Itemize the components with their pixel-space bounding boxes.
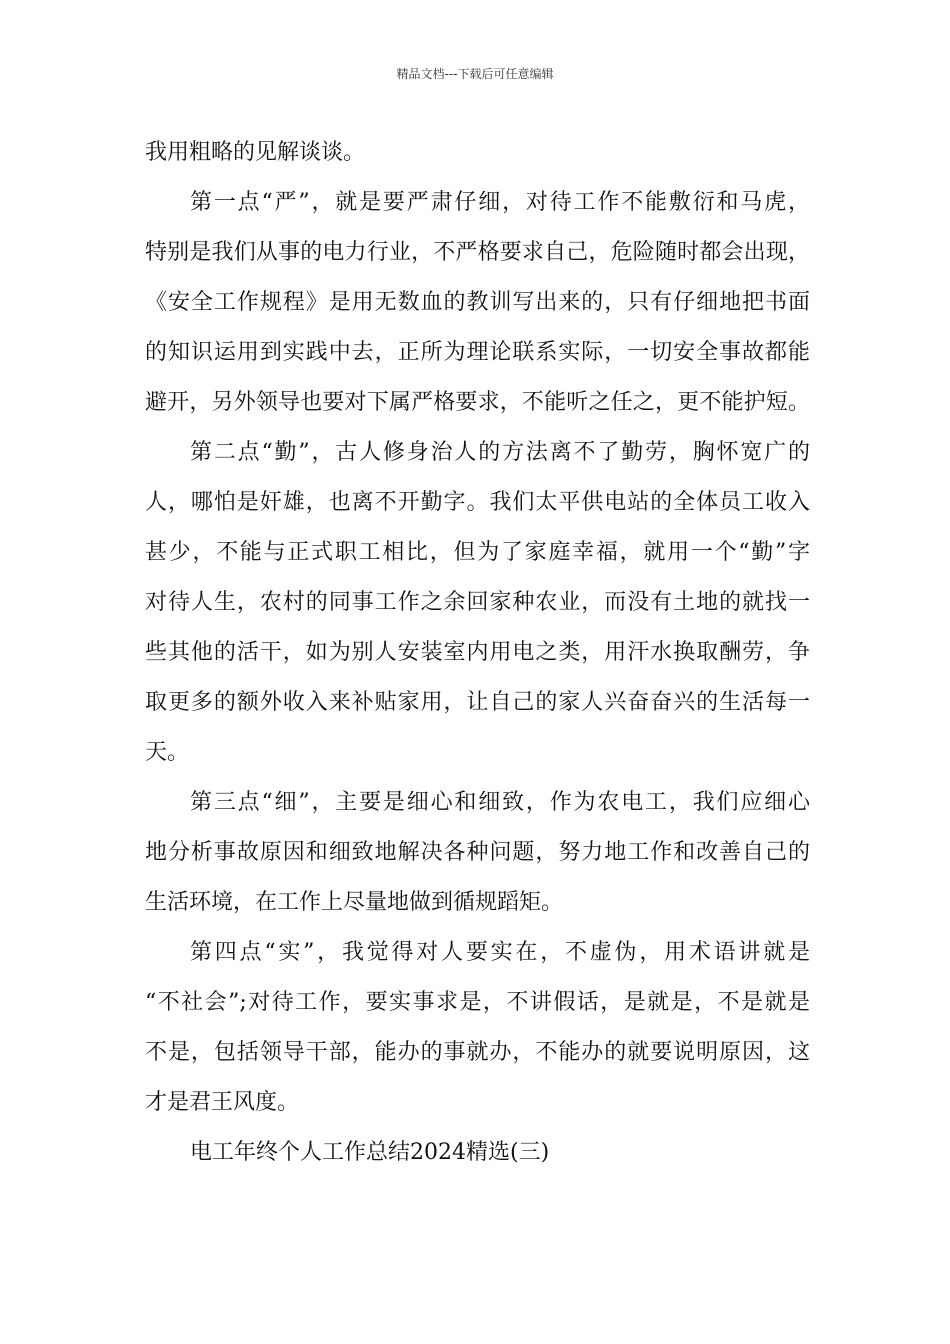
- text-line: 第四点“实”，我觉得对人要实在，不虚伪，用术语讲就是: [190, 940, 810, 965]
- text-line: 避开，另外领导也要对下属严格要求，不能听之任之，更不能护短。: [145, 390, 810, 415]
- text-line: 生活环境，在工作上尽量地做到循规蹈矩。: [145, 890, 564, 915]
- text-line: 我用粗略的见解谈谈。: [145, 140, 366, 165]
- document-body: [145, 128, 810, 1178]
- text-line: 地分析事故原因和细致地解决各种问题，努力地工作和改善自己的: [145, 840, 810, 865]
- text-line: 不是，包括领导干部，能办的事就办，不能办的就要说明原因，这: [145, 1040, 810, 1065]
- text-line: 《安全工作规程》是用无数血的教训写出来的，只有仔细地把书面: [145, 290, 810, 315]
- text-line: 第一点“严”，就是要严肃仔细，对待工作不能敷衍和马虎，: [190, 190, 810, 215]
- text-line: 对待人生，农村的同事工作之余回家种农业，而没有土地的就找一: [145, 590, 810, 615]
- text-line: 人，哪怕是奸雄，也离不开勤字。我们太平供电站的全体员工收入: [145, 490, 810, 515]
- text-line: 才是君王风度。: [145, 1090, 300, 1115]
- page-header: 精品文档---下载后可任意编辑: [396, 67, 554, 81]
- text-line: 甚少，不能与正式职工相比，但为了家庭幸福，就用一个“勤”字: [145, 540, 810, 565]
- text-line: 特别是我们从事的电力行业，不严格要求自己，危险随时都会出现，: [145, 240, 810, 265]
- text-line: 第二点“勤”，古人修身治人的方法离不了勤劳，胸怀宽广的: [190, 440, 810, 465]
- text-line: 第三点“细”，主要是细心和细致，作为农电工，我们应细心: [190, 790, 810, 815]
- text-line: 些其他的活干，如为别人安装室内用电之类，用汗水换取酬劳，争: [145, 640, 810, 665]
- text-line: 的知识运用到实践中去，正所为理论联系实际，一切安全事故都能: [145, 340, 810, 365]
- section-heading: 电工年终个人工作总结2024精选(三): [190, 1140, 550, 1165]
- text-line: 取更多的额外收入来补贴家用，让自己的家人兴奋奋兴的生活每一: [145, 690, 810, 715]
- text-line: 天。: [145, 740, 190, 765]
- text-line: “不社会”;对待工作，要实事求是，不讲假话，是就是，不是就是: [145, 990, 810, 1015]
